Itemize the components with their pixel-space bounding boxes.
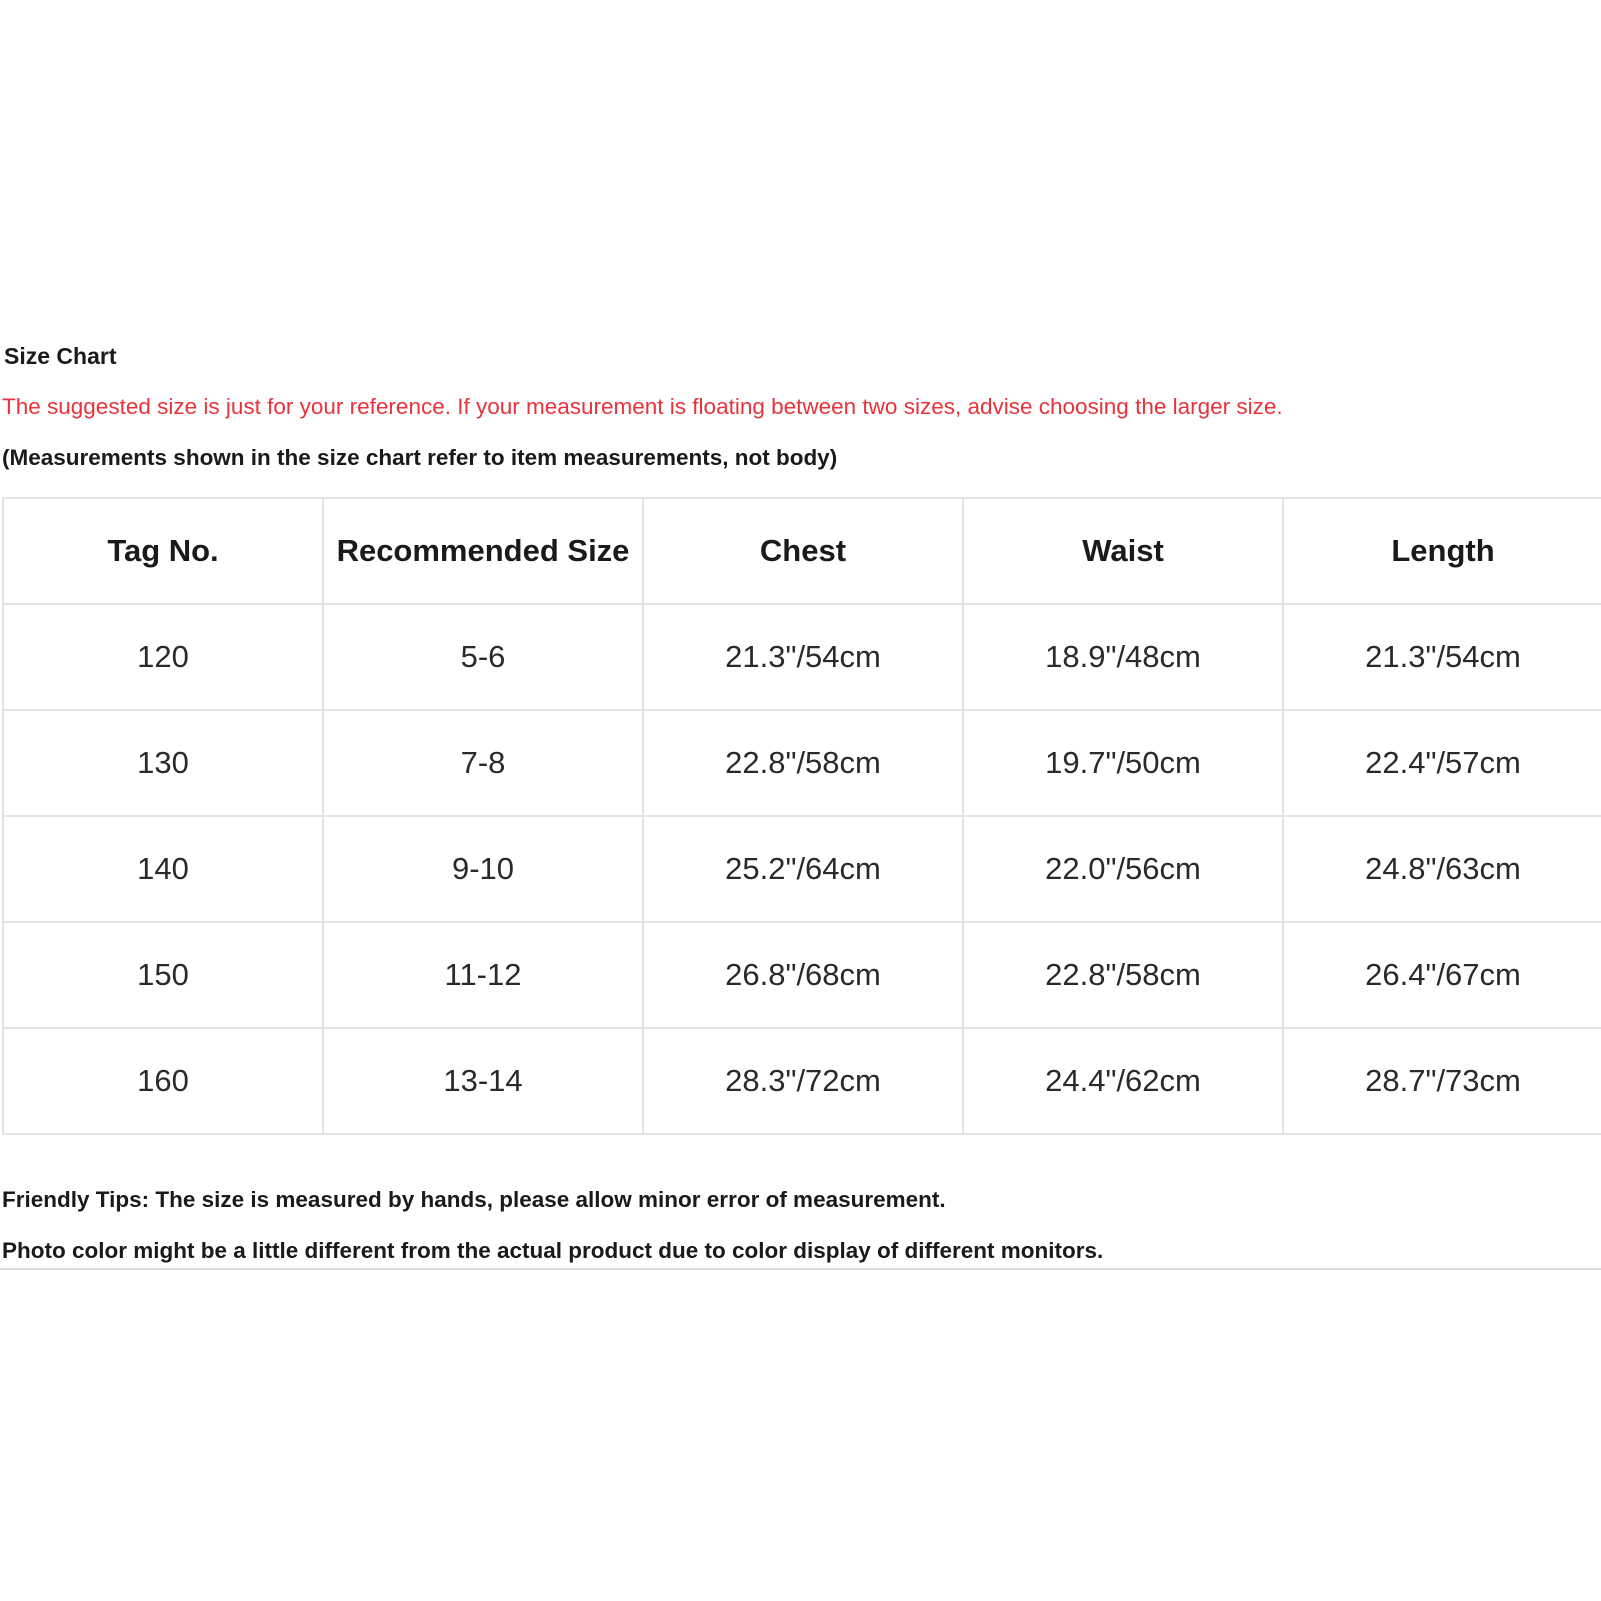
cell-chest: 22.8"/58cm [643, 710, 963, 816]
cell-waist: 22.0"/56cm [963, 816, 1283, 922]
cell-chest: 26.8"/68cm [643, 922, 963, 1028]
header-recommended-size: Recommended Size [323, 498, 643, 604]
table-row [3, 604, 1601, 710]
cell-waist: 24.4"/62cm [963, 1028, 1283, 1134]
cell-length: 22.4"/57cm [1283, 710, 1601, 816]
header-length: Length [1283, 498, 1601, 604]
size-chart-title: Size Chart [4, 343, 117, 369]
cell-recommended-size: 5-6 [323, 604, 643, 710]
cell-length: 24.8"/63cm [1283, 816, 1601, 922]
header-waist: Waist [963, 498, 1283, 604]
cell-recommended-size: 13-14 [323, 1028, 643, 1134]
measurement-note: (Measurements shown in the size chart refer to item measurements, not body) [2, 445, 838, 470]
cell-tag-no: 140 [3, 816, 323, 922]
table-row [3, 710, 1601, 816]
cell-waist: 22.8"/58cm [963, 922, 1283, 1028]
friendly-tip: Friendly Tips: The size is measured by hands, please allow minor error of measurement. [2, 1187, 946, 1212]
cell-chest: 28.3"/72cm [643, 1028, 963, 1134]
size-table [2, 497, 1601, 1135]
cell-chest: 25.2"/64cm [643, 816, 963, 922]
size-reference-notice: The suggested size is just for your reference. If your measurement is floating between two sizes, advise choosing the larger size. [2, 394, 1283, 419]
cell-length: 28.7"/73cm [1283, 1028, 1601, 1134]
table-row [3, 1028, 1601, 1134]
cell-tag-no: 150 [3, 922, 323, 1028]
cell-waist: 19.7"/50cm [963, 710, 1283, 816]
cell-recommended-size: 11-12 [323, 922, 643, 1028]
cell-recommended-size: 9-10 [323, 816, 643, 922]
header-chest: Chest [643, 498, 963, 604]
cell-chest: 21.3"/54cm [643, 604, 963, 710]
cell-length: 21.3"/54cm [1283, 604, 1601, 710]
table-row [3, 816, 1601, 922]
photo-color-note: Photo color might be a little different from the actual product due to color display of different monitors. [2, 1238, 1104, 1263]
table-header-row [3, 498, 1601, 604]
cell-recommended-size: 7-8 [323, 710, 643, 816]
cell-waist: 18.9"/48cm [963, 604, 1283, 710]
cell-tag-no: 130 [3, 710, 323, 816]
header-tag-no: Tag No. [3, 498, 323, 604]
cell-length: 26.4"/67cm [1283, 922, 1601, 1028]
cell-tag-no: 160 [3, 1028, 323, 1134]
divider [0, 1268, 1601, 1270]
table-row [3, 922, 1601, 1028]
cell-tag-no: 120 [3, 604, 323, 710]
